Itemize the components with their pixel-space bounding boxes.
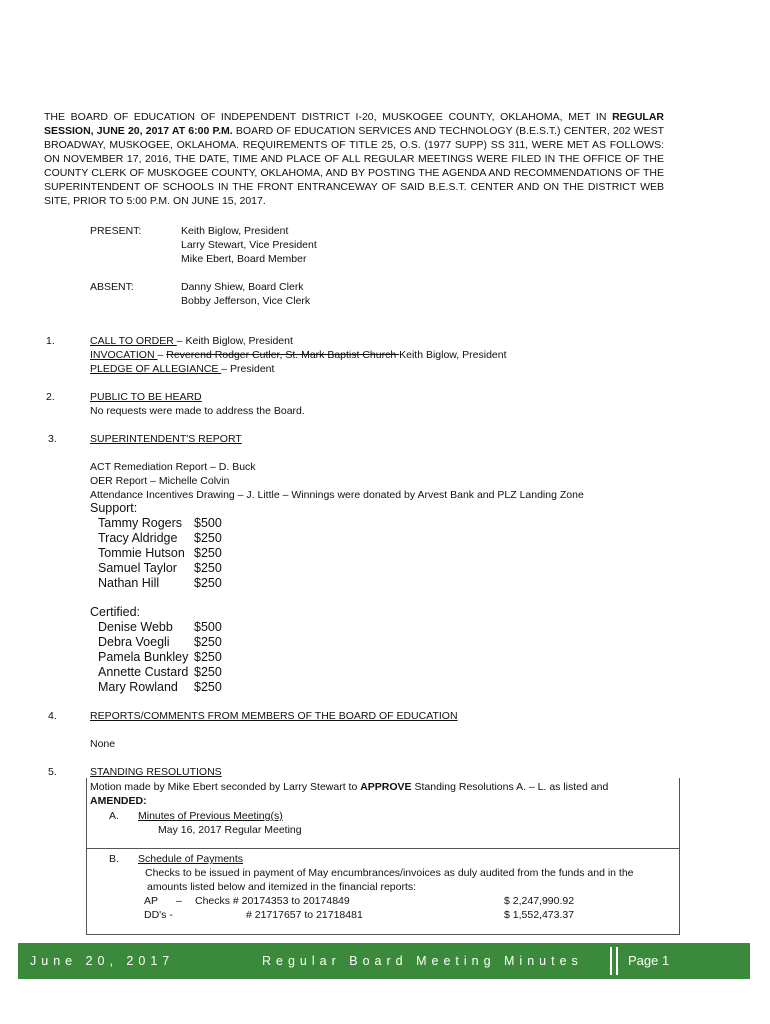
ap-dash: –: [176, 895, 182, 907]
support-amt-3: $250: [194, 546, 222, 560]
present-member-1: Keith Biglow, President: [181, 225, 289, 237]
dd-amount: $ 1,552,473.37: [504, 909, 575, 921]
resolution-b-title: Schedule of Payments: [138, 853, 244, 865]
item-4-number: 4.: [48, 710, 57, 722]
pledge-text: – President: [221, 363, 275, 375]
call-to-order-line: [90, 334, 293, 348]
amended-label: AMENDED: [90, 795, 144, 807]
support-label: Support:: [90, 501, 138, 515]
invocation-struck-text: Reverend Rodger Cutler, St. Mark Baptist Church: [166, 349, 400, 361]
certified-amt-2: $250: [194, 635, 222, 649]
resolutions-divider: [86, 848, 679, 849]
dd-checks: # 21717657 to 21718481: [246, 909, 363, 921]
dd-label: DD's -: [144, 909, 173, 921]
amended-line: [90, 794, 147, 808]
pledge-line: [90, 362, 274, 376]
page-footer: [18, 943, 750, 979]
intro-text-1: THE BOARD OF EDUCATION OF INDEPENDENT DISTRICT I-20, MUSKOGEE COUNTY, OKLAHOMA, MET IN: [44, 111, 613, 123]
board-reports-text: None: [90, 738, 116, 750]
motion-text-pre: Motion made by Mike Ebert seconded by Larry Stewart to: [90, 781, 361, 793]
ap-amount: $ 2,247,990.92: [504, 895, 575, 907]
certified-amt-3: $250: [194, 650, 222, 664]
call-to-order-text: – Keith Biglow, President: [176, 335, 293, 347]
resolution-a-text: May 16, 2017 Regular Meeting: [158, 824, 302, 836]
support-amt-4: $250: [194, 561, 222, 575]
invocation-text: Keith Biglow, President: [399, 349, 507, 361]
ap-label: AP: [144, 895, 159, 907]
support-name-5: Nathan Hill: [98, 576, 160, 590]
footer-page-number: Page 1: [616, 947, 746, 975]
call-to-order-label: CALL TO ORDER: [90, 335, 177, 347]
absent-member-1: Danny Shiew, Board Clerk: [181, 281, 304, 293]
motion-text-post: Standing Resolutions A. – L. as listed and: [411, 781, 609, 793]
footer-separator: [610, 947, 612, 975]
item-1-number: 1.: [46, 335, 55, 347]
standing-resolutions-title: STANDING RESOLUTIONS: [90, 766, 222, 778]
certified-name-5: Mary Rowland: [98, 680, 178, 694]
certified-name-4: Annette Custard: [98, 665, 189, 679]
support-name-3: Tommie Hutson: [98, 546, 185, 560]
pledge-label: PLEDGE OF ALLEGIANCE: [90, 363, 222, 375]
footer-date: June 20, 2017: [30, 954, 175, 968]
ap-checks: Checks # 20174353 to 20174849: [195, 895, 350, 907]
invocation-line: [90, 348, 507, 362]
certified-amt-4: $250: [194, 665, 222, 679]
support-name-1: Tammy Rogers: [98, 516, 183, 530]
resolution-b-text-1: Checks to be issued in payment of May encumbrances/invoices as duly audited from the funds and in the: [145, 867, 634, 879]
resolution-b-letter: B.: [109, 853, 119, 865]
item-5-number: 5.: [48, 766, 57, 778]
support-amt-5: $250: [194, 576, 222, 590]
certified-amt-1: $500: [194, 620, 222, 634]
present-member-3: Mike Ebert, Board Member: [181, 253, 307, 265]
public-heard-title: PUBLIC TO BE HEARD: [90, 391, 202, 403]
present-member-2: Larry Stewart, Vice President: [181, 239, 317, 251]
present-label: PRESENT:: [90, 225, 142, 237]
board-reports-title: REPORTS/COMMENTS FROM MEMBERS OF THE BOARD OF EDUCATION: [90, 710, 458, 722]
report-line-2: OER Report – Michelle Colvin: [90, 475, 230, 487]
item-3-number: 3.: [48, 433, 57, 445]
report-line-1: ACT Remediation Report – D. Buck: [90, 461, 256, 473]
report-line-3: Attendance Incentives Drawing – J. Little – Winnings were donated by Arvest Bank and PLZ Landing Zone: [90, 489, 584, 501]
motion-approve: APPROVE: [360, 781, 412, 793]
support-name-4: Samuel Taylor: [98, 561, 177, 575]
intro-text-2: BOARD OF EDUCATION SERVICES AND TECHNOLOGY (B.E.S.T.) CENTER, 202 WEST BROADWAY, MUSKOGEE, OKLAHOMA. REQUIREMENTS OF TITLE 25, O.S. (1977 SUPP) SS 311, WERE MET AS FOLLOWS: ON NOVEMBER 17, 2016, THE DATE, TIME AND PLACE OF ALL REGULAR MEETINGS WERE FILED IN THE OFFICE OF THE COUNTY CLERK OF MUSKOGEE COUNTY, OKLAHOMA, AND BY POSTING THE AGENDA AND RECOMMENDATIONS OF THE SUPERINTENDENT OF SCHOOLS IN THE FRONT ENTRANCEWAY OF SAID B.E.S.T. CENTER AND ON THE DISTRICT WEB SITE, PRIOR TO 5:00 P.M. ON JUNE 15, 2017.: [44, 125, 665, 207]
absent-label: ABSENT:: [90, 281, 134, 293]
resolution-b-text-2: amounts listed below and itemized in the financial reports:: [147, 881, 417, 893]
invocation-dash: –: [157, 349, 167, 361]
certified-amt-5: $250: [194, 680, 222, 694]
support-name-2: Tracy Aldridge: [98, 531, 178, 545]
motion-line: [90, 780, 608, 794]
amended-colon: :: [143, 795, 147, 807]
certified-label: Certified:: [90, 605, 141, 619]
absent-member-2: Bobby Jefferson, Vice Clerk: [181, 295, 311, 307]
superintendent-report-title: SUPERINTENDENT'S REPORT: [90, 433, 242, 445]
meeting-intro-paragraph: [44, 110, 664, 208]
intro-session-bold: REGULAR SESSION, JUNE 20, 2017 AT 6:00 P.M.: [44, 111, 664, 137]
invocation-label: INVOCATION: [90, 349, 158, 361]
resolution-a-letter: A.: [109, 810, 119, 822]
certified-name-1: Denise Webb: [98, 620, 173, 634]
resolution-a-title: Minutes of Previous Meeting(s): [138, 810, 283, 822]
support-amt-1: $500: [194, 516, 222, 530]
footer-title: Regular Board Meeting Minutes: [262, 954, 583, 968]
item-2-number: 2.: [46, 391, 55, 403]
public-heard-text: No requests were made to address the Board.: [90, 405, 305, 417]
certified-name-3: Pamela Bunkley: [98, 650, 189, 664]
support-amt-2: $250: [194, 531, 222, 545]
certified-name-2: Debra Voegli: [98, 635, 170, 649]
